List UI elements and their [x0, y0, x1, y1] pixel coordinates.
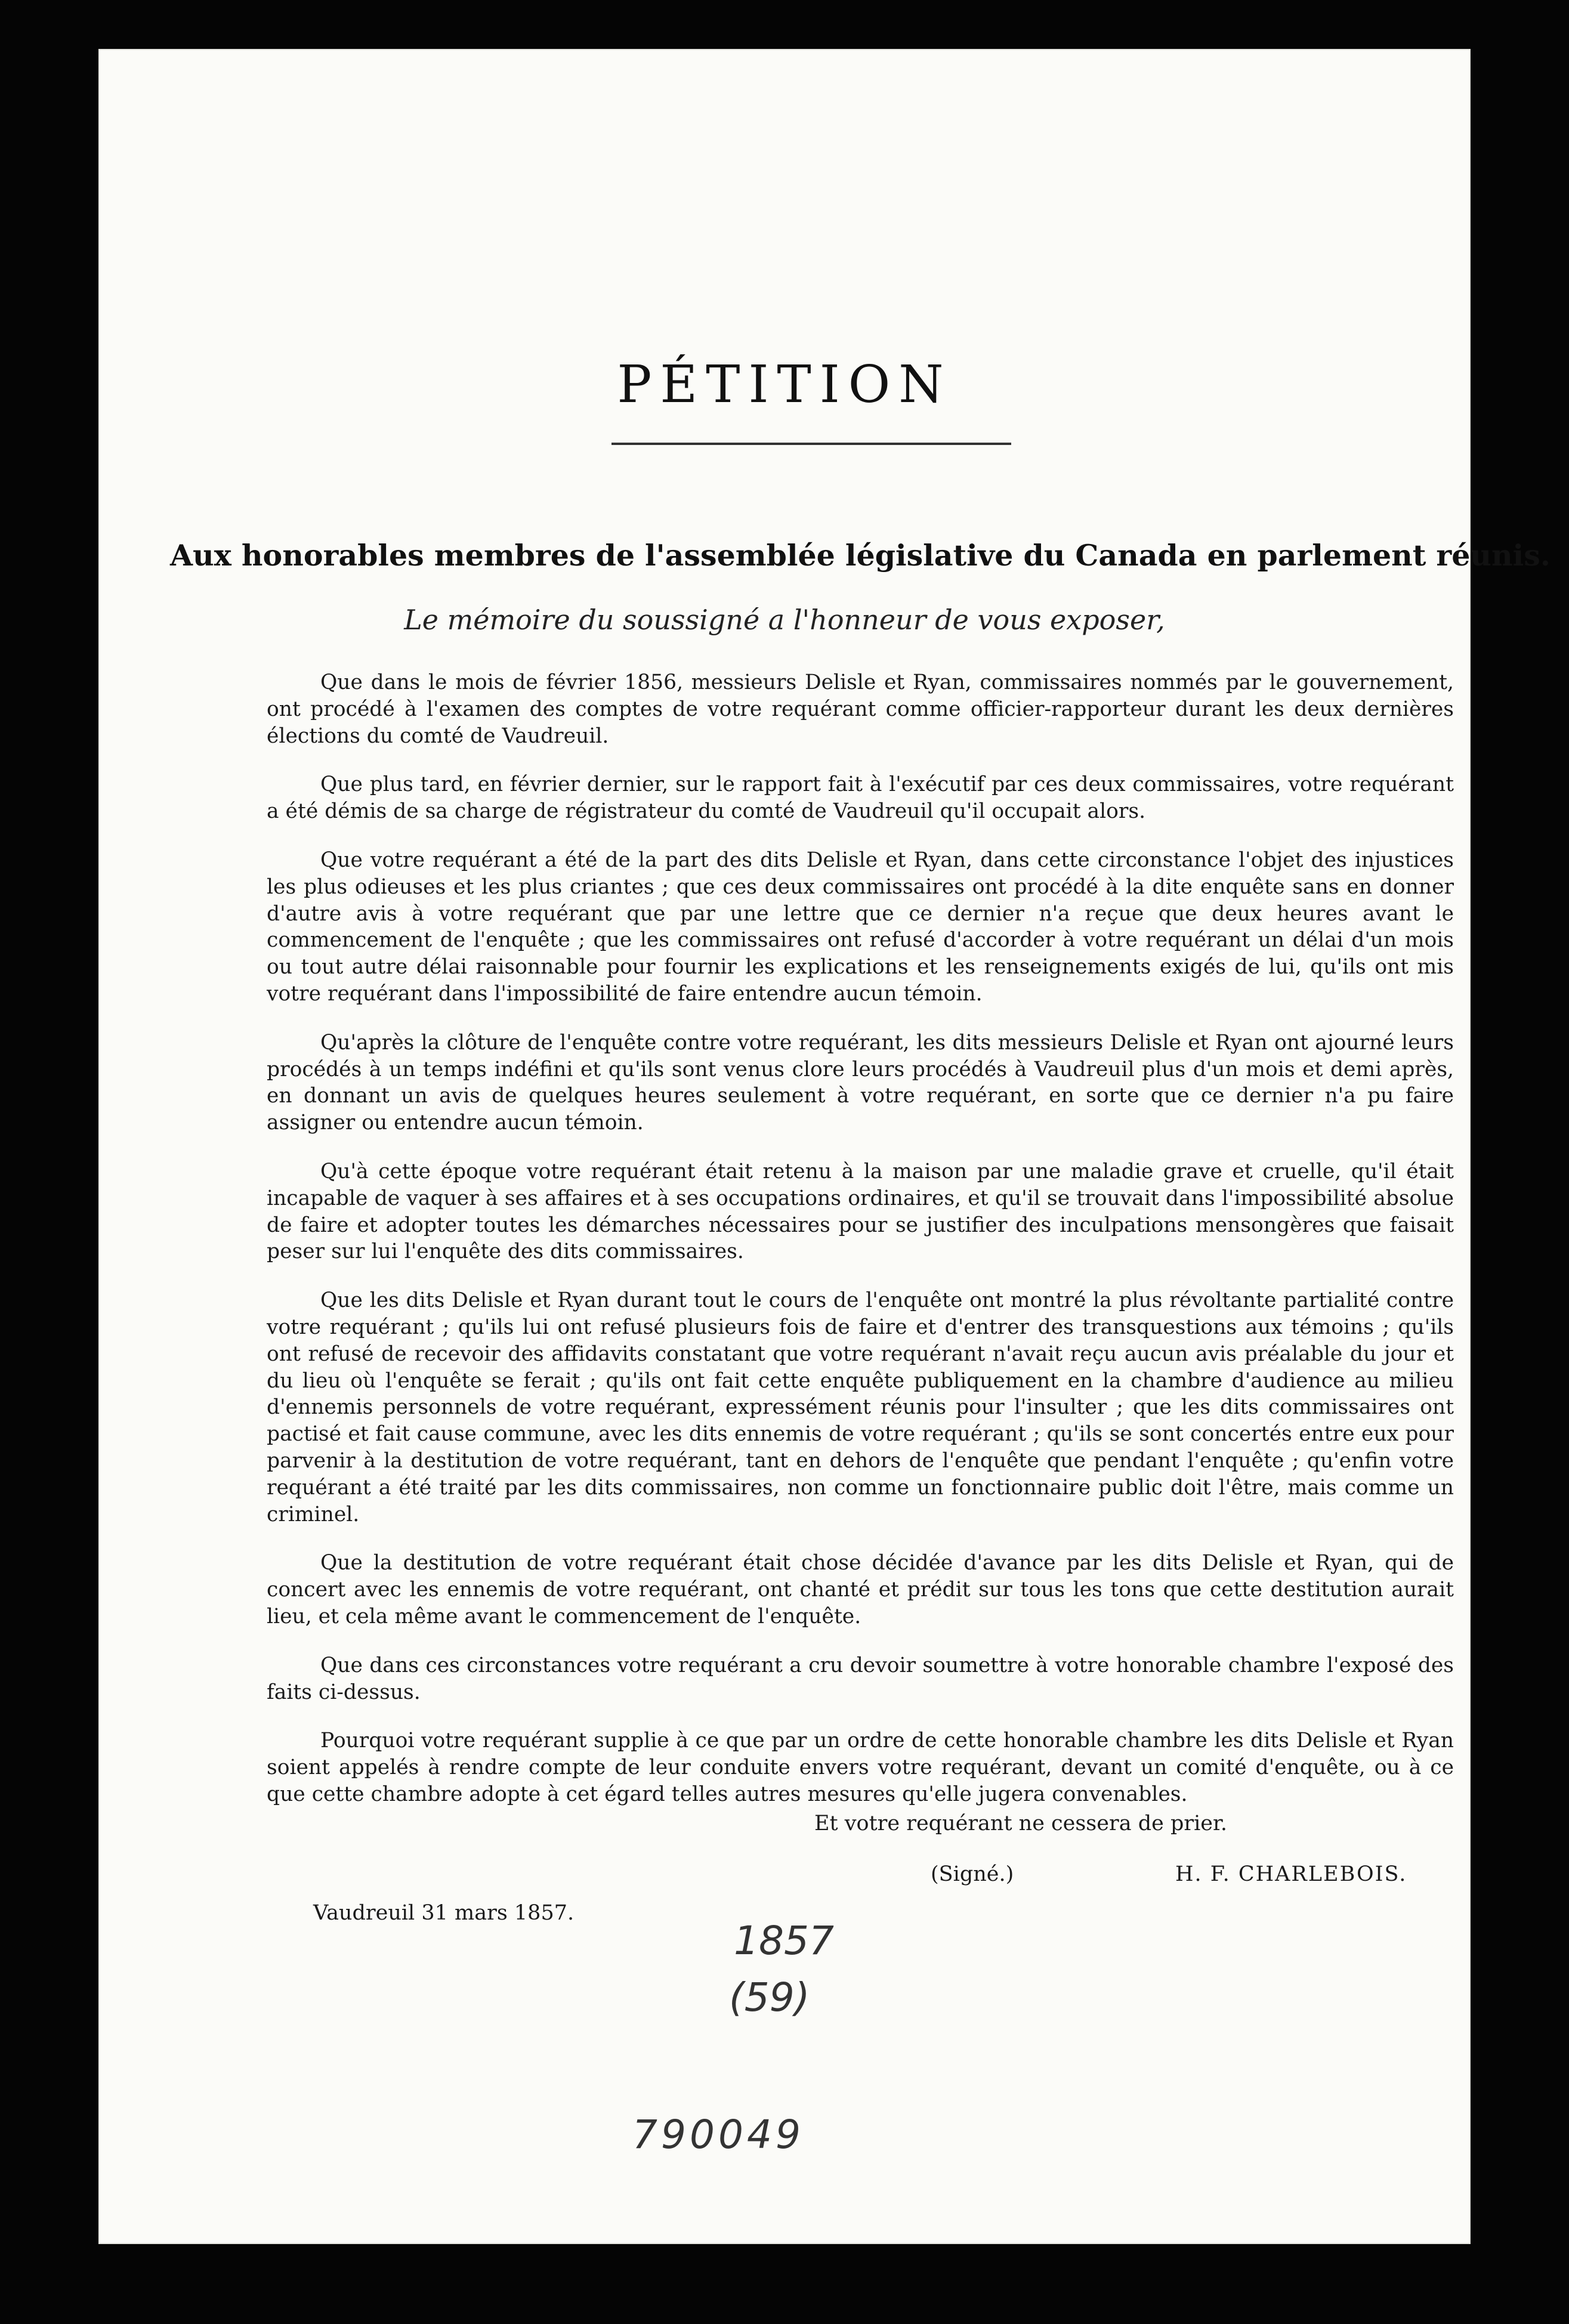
paragraph: Que dans le mois de février 1856, messieurs Delisle et Ryan, commissaires nommés par le gouvernement, ont procédé à l'examen des comptes de votre requérant comme officier-rapporteur durant les deux dernières élections du comté de Vaudreuil.	[267, 670, 1454, 748]
address-line: Aux honorables membres de l'assemblée législative du Canada en parlement réunis.	[170, 538, 1551, 573]
signed-label: (Signé.)	[931, 1862, 1014, 1886]
paragraph: Qu'à cette époque votre requérant était retenu à la maison par une maladie grave et cruelle, qu'il était incapable de vaquer à ses affaires et à ses occupations ordinaires, et qu'il se trouvait dans l'impossibilité absolue de faire et adopter toutes les démarches nécessaires pour se justifier des inculpations mensongères que faisait peser sur lui l'enquête des dits commissaires.	[267, 1159, 1454, 1264]
paragraph: Pourquoi votre requérant supplie à ce que par un ordre de cette honorable chambre les dits Delisle et Ryan soient appelés à rendre compte de leur conduite envers votre requérant, devant un comité d'enquête, ou à ce que cette chambre adopte à cet égard telles autres mesures qu'elle jugera convenables.	[267, 1729, 1454, 1806]
paragraph: Que votre requérant a été de la part des dits Delisle et Ryan, dans cette circonstance l'objet des injustices les plus odieuses et les plus criantes ; que ces deux commissaires ont procédé à la dite enquête sans en donner d'autre avis à votre requérant que par une lettre que ce dernier n'a reçue que deux heures avant le commencement de l'enquête ; que les commissaires ont refusé d'accorder à votre requérant un délai d'un mois ou tout autre délai raisonnable pour fournir les explications et les renseignements exigés de lui, qu'ils ont mis votre requérant dans l'impossibilité de faire entendre aucun témoin.	[267, 848, 1454, 1006]
paragraph: Que les dits Delisle et Ryan durant tout le cours de l'enquête ont montré la plus révoltante partialité contre votre requérant ; qu'ils lui ont refusé plusieurs fois de faire et d'entrer des transquestions aux témoins ; qu'ils ont refusé de recevoir des affidavits constatant que votre requérant n'avait reçu aucun avis préalable du jour et du lieu où l'enquête se ferait ; qu'ils ont fait cette enquête publiquement en la chambre d'audience au milieu d'ennemis personnels de votre requérant, expressément réunis pour l'insulter ; que les dits commissaires ont pactisé et fait cause commune, avec les dits ennemis de votre requérant ; qu'ils se sont concertés entre eux pour parvenir à la destitution de votre requérant, tant en dehors de l'enquête que pendant l'enquête ; qu'enfin votre requérant a été traité par les dits commissaires, non comme un fonctionnaire public doit l'être, mais comme un criminel.	[267, 1288, 1454, 1526]
title-rule	[611, 443, 1011, 445]
subtitle-line: Le mémoire du soussigné a l'honneur de vous exposer,	[404, 604, 1165, 636]
signatory-name: H. F. CHARLEBOIS.	[1175, 1862, 1407, 1886]
document-title: PÉTITION	[617, 354, 952, 415]
paragraph: Qu'après la clôture de l'enquête contre votre requérant, les dits messieurs Delisle et Ryan ont ajourné leurs procédés à un temps indéfini et qu'ils sont venus clore leurs procédés à Vaudreuil plus d'un mois et demi après, en donnant un avis de quelques heures seulement à votre requérant, en sorte que ce dernier n'a pu faire assigner ou entendre aucun témoin.	[267, 1030, 1454, 1135]
handwritten-number-note: (59)	[729, 1974, 810, 2020]
closing-line: Et votre requérant ne cessera de prier.	[814, 1812, 1228, 1835]
petition-body	[267, 669, 1454, 1830]
paragraph: Que plus tard, en février dernier, sur le rapport fait à l'exécutif par ces deux commissaires, votre requérant a été démis de sa charge de régistrateur du comté de Vaudreuil qu'il occupait alors.	[267, 772, 1454, 824]
handwritten-year-note: 1857	[734, 1918, 834, 1964]
paragraph: Que la destitution de votre requérant était chose décidée d'avance par les dits Delisle et Ryan, qui de concert avec les ennemis de votre requérant, ont chanté et prédit sur tous les tons que cette destitution aurait lieu, et cela même avant le commencement de l'enquête.	[267, 1551, 1454, 1628]
place-date: Vaudreuil 31 mars 1857.	[313, 1901, 575, 1925]
paragraph: Que dans ces circonstances votre requérant a cru devoir soumettre à votre honorable chambre l'exposé des faits ci-dessus.	[267, 1653, 1454, 1704]
handwritten-catalog-number: 790049	[632, 2112, 804, 2158]
document-page	[98, 49, 1551, 2244]
